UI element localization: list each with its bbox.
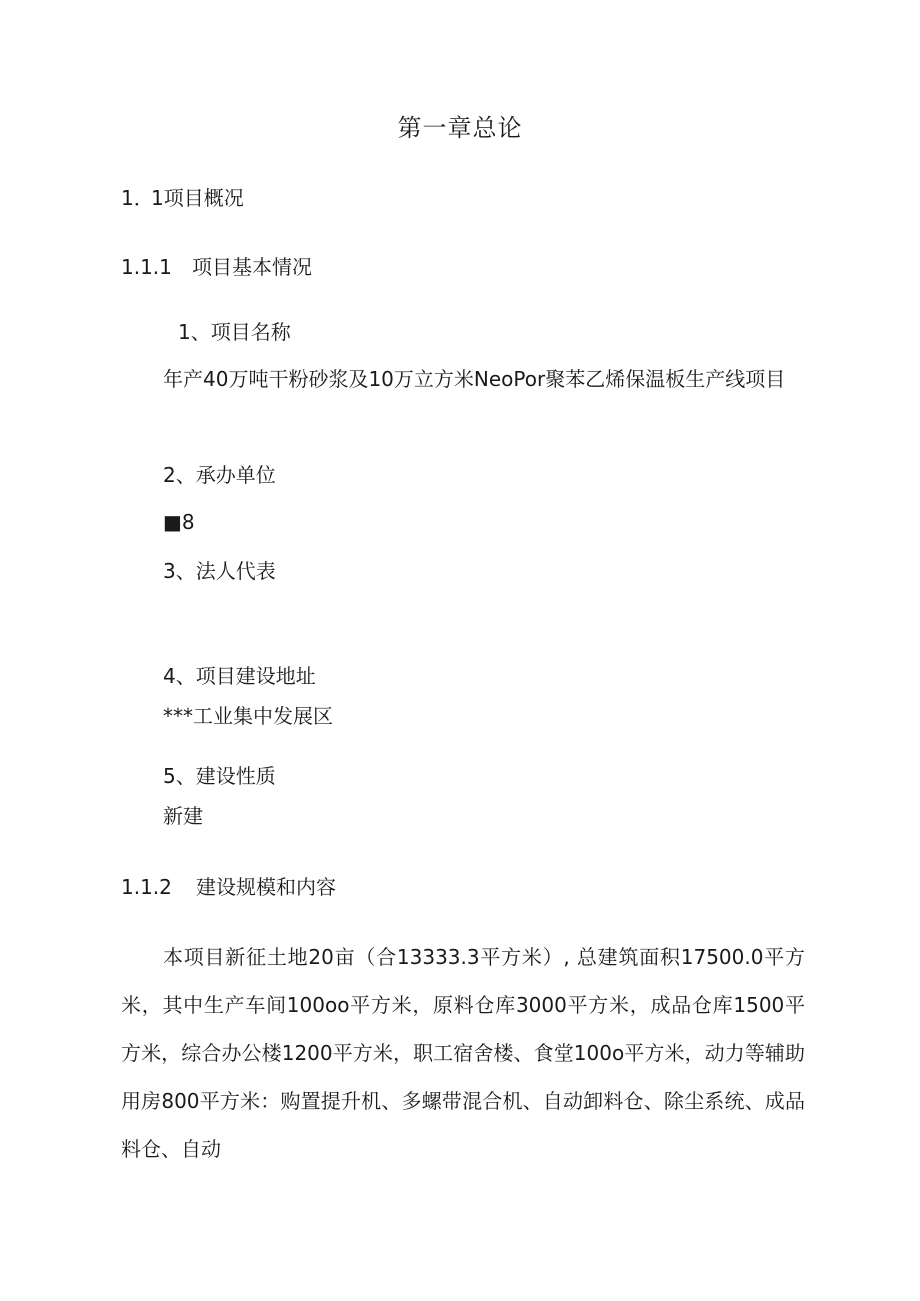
scale-content-paragraph: 本项目新征土地20亩（合13333.3平方米）, 总建筑面积17500.0平方米，其中生产车间100oo平方米，原料仓库3000平方米，成品仓库1500平方米，综合办公楼1200平方米，职工宿舍楼、食堂100o平方米，动力等辅助用房800平方米：购置提升机、多螺带混合机、自动卸料仓、除尘系统、成品料仓、自动 xyxy=(121,945,805,1161)
section-number: 1.1.1 xyxy=(121,255,172,279)
section-heading-1-1 xyxy=(121,184,244,212)
item-heading-site-address: 4、项目建设地址 xyxy=(163,664,316,688)
section-heading-1-1-1 xyxy=(121,253,312,281)
section-label: 建设规模和内容 xyxy=(196,875,336,899)
section-label: 1项目概况 xyxy=(151,186,244,210)
construction-nature-value: 新建 xyxy=(163,804,203,828)
item-heading-construction-nature: 5、建设性质 xyxy=(163,764,276,788)
section-heading-1-1-2 xyxy=(121,873,336,901)
section-label: 项目基本情况 xyxy=(192,255,312,279)
organizer-value: ■8 xyxy=(163,510,195,534)
section-number: 1.1.2 xyxy=(121,875,172,899)
project-name-value: 年产40万吨干粉砂浆及10万立方米NeoPor聚苯乙烯保温板生产线项目 xyxy=(163,367,786,391)
chapter-title: 第一章总论 xyxy=(397,114,523,142)
item-heading-organizer: 2、承办单位 xyxy=(163,463,276,487)
item-heading-legal-representative: 3、法人代表 xyxy=(163,559,276,583)
item-heading-project-name: 1、项目名称 xyxy=(178,320,291,344)
section-number: 1． xyxy=(121,186,154,210)
site-address-value: ***工业集中发展区 xyxy=(163,704,333,728)
